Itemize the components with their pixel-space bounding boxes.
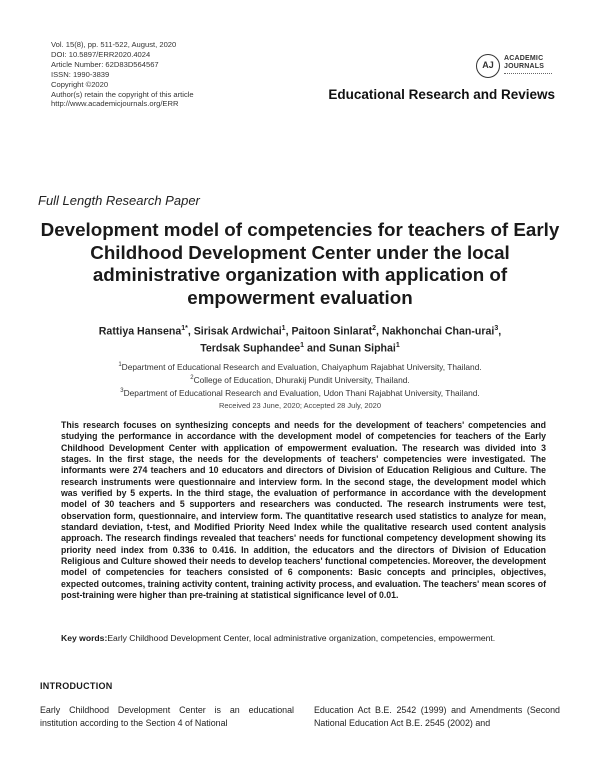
affiliation-sup: 2 <box>190 374 194 381</box>
author-separator: , <box>285 325 292 338</box>
author-name: Terdsak Suphandee <box>200 342 301 355</box>
logo-tagline-rule <box>504 73 552 75</box>
affiliations <box>40 360 560 398</box>
introduction-heading: INTRODUCTION <box>40 681 113 691</box>
affiliation-sup: 3 <box>120 387 124 394</box>
author-list <box>60 322 540 355</box>
keywords-label: Key words: <box>61 633 108 643</box>
abstract: This research focuses on synthesizing concepts and needs for the development of teachers' competencies and studying the performance in accordance with the development model of competencies for teachers of the Early Childhood Development Center with application of empowerment evaluation. The research was divided into 3 stages. In the first stage, the needs for the developments of teachers' competencies were investigated. The informants were 274 teachers and 10 educators and directors of Division of Education Religious and Culture. The research instruments were questionnaire and interview form. In the second stage, the development model which was verified by 5 experts. In the third stage, the evaluation of performance in accordance with the development model of 30 teachers and 5 supporters and researchers was conducted. The research instruments were test, observation form, questionnaire, and interview form. The quantitative research used statistics to analyze for mean, standard deviation, t-test, and Modified Priority Need Index while the qualitative research used content analysis approach. The research findings revealed that teachers' needs for functional competency development showing its priority need index from 0.336 to 0.416. In addition, the educators and the directors of Division of Education Religious and Culture showed their needs to develop teachers' functional competencies. Moreover, the development model of competencies for teachers consisted of 6 components: Basic concepts and principles, objectives, expected outcomes, training activity content, training activity process, and evaluation. The teachers' mean scores of post-training were higher than pre-training at statistical significance level of 0.01. <box>61 420 546 601</box>
paper-type: Full Length Research Paper <box>38 193 200 208</box>
author-sup: 2 <box>372 325 377 332</box>
logo-line-2: JOURNALS <box>504 63 545 70</box>
paper-title: Development model of competencies for teachers of Early Childhood Development Center under the local administrative organization with application of empowerment evaluation <box>40 219 560 308</box>
keywords <box>61 633 546 645</box>
logo-wordmark <box>504 55 544 71</box>
meta-volume: Vol. 15(8), pp. 511-522, August, 2020 <box>51 40 177 49</box>
logo-line-1: ACADEMIC <box>504 55 544 62</box>
meta-rights: Author(s) retain the copyright of this article <box>51 89 194 99</box>
received-dates: Received 23 June, 2020; Accepted 28 July, 2020 <box>218 401 382 410</box>
author-sup: 1* <box>181 325 188 332</box>
meta-article-number: Article Number: 62D83D564567 <box>51 59 159 69</box>
author-name: Sirisak Ardwichai <box>193 325 282 338</box>
academic-journals-logo <box>476 52 556 82</box>
affiliation <box>40 373 560 386</box>
author-name: Paitoon Sinlarat <box>291 325 373 338</box>
author-separator: , <box>376 325 382 338</box>
body-column-right: Education Act B.E. 2542 (1999) and Amendments (Second National Education Act B.E. 2545 (2002) and <box>314 705 560 728</box>
affiliation <box>40 386 560 399</box>
author-separator: , <box>187 325 194 338</box>
author-separator: and <box>304 342 329 355</box>
body-column-left: Early Childhood Development Center is an educational institution according to the Section 4 of National <box>40 705 294 728</box>
author-sup: 1 <box>281 325 286 332</box>
meta-copyright: Copyright ©2020 <box>51 79 109 89</box>
logo-mark: AJ <box>476 54 500 78</box>
author-sup: 1 <box>395 341 400 349</box>
affiliation-text: Department of Educational Research and Evaluation, Chaiyaphum Rajabhat University, Thailand. <box>121 361 482 372</box>
author-name: Sunan Siphai <box>328 342 396 355</box>
affiliation <box>40 360 560 373</box>
article-metadata <box>51 40 194 109</box>
author-name: Nakhonchai Chan-urai <box>381 325 495 338</box>
affiliation-text: Department of Educational Research and Evaluation, Udon Thani Rajabhat University, Thailand. <box>123 387 480 398</box>
author-name: Rattiya Hansena <box>98 325 182 338</box>
meta-issn: ISSN: 1990-3839 <box>51 69 110 79</box>
keywords-text: Early Childhood Development Center, local administrative organization, competencies, empowerment. <box>107 633 496 643</box>
author-separator: , <box>498 325 502 338</box>
affiliation-sup: 1 <box>118 362 122 368</box>
author-sup: 3 <box>494 325 499 332</box>
meta-url[interactable]: http://www.academicjournals.org/ERR <box>51 99 179 109</box>
meta-doi: DOI: 10.5897/ERR2020.4024 <box>51 49 151 59</box>
affiliation-text: College of Education, Dhurakij Pundit University, Thailand. <box>193 374 410 385</box>
journal-name: Educational Research and Reviews <box>328 87 555 102</box>
author-sup: 1 <box>300 341 305 349</box>
